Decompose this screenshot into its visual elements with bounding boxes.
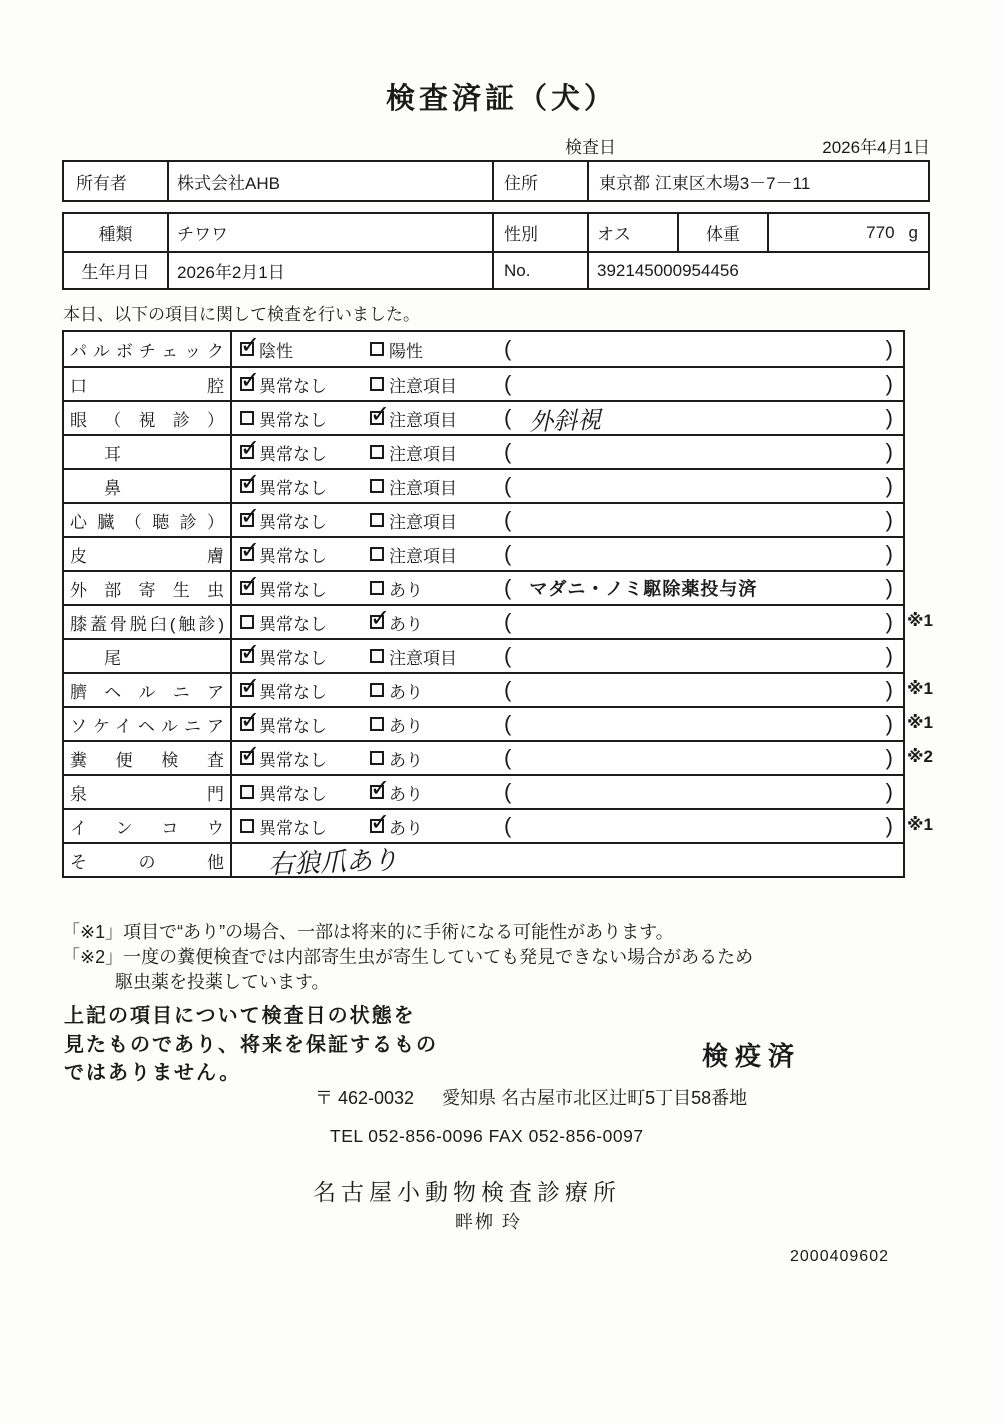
open-paren: (: [504, 439, 512, 464]
option-2: [362, 678, 492, 703]
checkbox-icon: [240, 342, 254, 356]
inspection-row: [64, 774, 903, 808]
footnote-mark: ※1: [907, 815, 933, 834]
weight-cell: [767, 214, 928, 251]
checkbox-icon: [370, 547, 384, 561]
option-2-label: 注意項目: [389, 444, 457, 464]
checkbox-icon: [240, 683, 254, 697]
option-1: [232, 678, 362, 703]
option-2-label: あり: [389, 580, 423, 600]
remarks-cell: [232, 844, 903, 880]
checkbox-icon: [240, 751, 254, 765]
option-2: [362, 440, 492, 465]
inspection-table: [62, 330, 933, 880]
checkbox-icon: [240, 581, 254, 595]
option-1: [232, 712, 362, 737]
checkbox-icon: [370, 377, 384, 391]
footnote-mark: ※1: [907, 713, 933, 732]
option-1: [232, 576, 362, 601]
close-paren: ): [885, 371, 893, 396]
close-paren: ): [885, 473, 893, 498]
open-paren: (: [504, 336, 512, 361]
remark-text: 外斜視: [528, 405, 602, 436]
checkbox-icon: [240, 479, 254, 493]
checkbox-icon: [370, 615, 384, 629]
inspection-item-label: 耳: [70, 444, 121, 464]
option-1: [232, 508, 362, 533]
inspection-date-value: 2026年4月1日: [822, 138, 930, 157]
open-paren: (: [504, 711, 512, 736]
remarks-cell: [492, 810, 903, 842]
inspection-item-cell: [64, 470, 232, 502]
checkbox-icon: [240, 445, 254, 459]
option-2: [362, 814, 492, 839]
footnote-line-1: 「※1」項目で“あり”の場合、一部は将来的に手術になる可能性があります。: [62, 922, 674, 942]
clinic-postal-code: 〒 462-0032: [315, 1088, 415, 1108]
option-1: [232, 440, 362, 465]
inspection-item-cell: [64, 332, 232, 366]
inspection-date-row: [62, 133, 930, 158]
option-1-label: 異常なし: [259, 580, 327, 600]
inspection-item-label: ソケイヘルニア: [70, 716, 224, 736]
option-1-label: 異常なし: [259, 444, 327, 464]
remarks-cell: [492, 742, 903, 774]
inspection-item-label: 皮膚: [70, 546, 224, 566]
option-2-label: あり: [389, 682, 423, 702]
open-paren: (: [504, 371, 512, 396]
inspection-item-label: 尾: [70, 648, 121, 668]
inspection-item-cell: [64, 402, 232, 434]
option-2-label: あり: [389, 784, 423, 804]
remarks-cell: [492, 332, 903, 366]
option-2-label: 陽性: [389, 341, 423, 361]
checkbox-icon: [370, 649, 384, 663]
option-2: [362, 712, 492, 737]
close-paren: ): [885, 779, 893, 804]
option-1: [232, 610, 362, 635]
quarantine-stamp: 検疫済: [702, 1041, 802, 1071]
open-paren: (: [504, 609, 512, 634]
inspection-item-cell: [64, 708, 232, 740]
address-label: 住所: [492, 162, 587, 200]
inspection-row: [64, 808, 933, 842]
inspection-item-cell: [64, 640, 232, 672]
option-2: [362, 576, 492, 601]
owner-value: 株式会社AHB: [167, 162, 492, 200]
checkbox-icon: [240, 717, 254, 731]
close-paren: ): [885, 643, 893, 668]
close-paren: ): [885, 677, 893, 702]
checkbox-icon: [370, 683, 384, 697]
inspection-item-label: 心臓（聴診）: [70, 512, 224, 532]
option-1: [232, 814, 362, 839]
option-2-label: あり: [389, 750, 423, 770]
serial-number: 2000409602: [790, 1248, 889, 1265]
inspection-item-cell: [64, 368, 232, 400]
disclaimer-line-1: 上記の項目について検査日の状態を: [64, 1005, 416, 1027]
sex-value: オス: [587, 214, 677, 251]
close-paren: ): [885, 745, 893, 770]
clinic-phone: TEL 052-856-0096 FAX 052-856-0097: [330, 1126, 644, 1146]
open-paren: (: [504, 745, 512, 770]
inspection-row: [64, 842, 903, 880]
inspection-row: [64, 638, 903, 672]
option-2: [362, 746, 492, 771]
inspection-item-label: パルボチェック: [70, 341, 224, 361]
inspection-item-label: 鼻: [70, 478, 121, 498]
inspection-row: [64, 468, 903, 502]
option-1-label: 異常なし: [259, 546, 327, 566]
weight-value: 770: [866, 222, 895, 242]
open-paren: (: [504, 507, 512, 532]
remarks-cell: [492, 572, 903, 604]
option-1: [232, 780, 362, 805]
inspection-item-cell: [64, 810, 232, 842]
intro-text: 本日、以下の項目に関して検査を行いました。: [63, 305, 420, 324]
open-paren: (: [504, 473, 512, 498]
close-paren: ): [885, 609, 893, 634]
remarks-cell: [492, 708, 903, 740]
option-1-label: 異常なし: [259, 512, 327, 532]
checkbox-icon: [370, 411, 384, 425]
option-2: [362, 372, 492, 397]
option-1: [232, 337, 362, 362]
inspection-item-label: 口腔: [70, 376, 224, 396]
close-paren: ): [885, 575, 893, 600]
option-1-label: 異常なし: [259, 410, 327, 430]
remarks-cell: [492, 606, 903, 638]
animal-row-1: [64, 214, 928, 251]
option-2-label: 注意項目: [389, 546, 457, 566]
option-2-label: あり: [389, 818, 423, 838]
close-paren: ): [885, 541, 893, 566]
option-2: [362, 644, 492, 669]
option-2: [362, 474, 492, 499]
checkbox-icon: [240, 411, 254, 425]
option-1: [232, 372, 362, 397]
owner-label: 所有者: [76, 173, 127, 193]
option-1-label: 陰性: [259, 341, 293, 361]
open-paren: (: [504, 677, 512, 702]
inspection-row: [64, 570, 903, 604]
inspection-item-label: 眼（視診）: [70, 410, 224, 430]
inspection-item-label: 泉門: [70, 784, 224, 804]
option-1-label: 異常なし: [259, 376, 327, 396]
disclaimer: [64, 1002, 438, 1088]
checkbox-icon: [240, 785, 254, 799]
option-2-label: 注意項目: [389, 376, 457, 396]
breed-value: チワワ: [167, 214, 492, 251]
inspection-row: [64, 332, 903, 366]
breed-label: 種類: [98, 225, 133, 244]
option-1-label: 異常なし: [259, 784, 327, 804]
document-title: 検査済証（犬）: [385, 83, 617, 115]
checkbox-icon: [370, 445, 384, 459]
inspection-item-cell: [64, 538, 232, 570]
option-1: [232, 542, 362, 567]
inspection-item-label: その他: [70, 852, 224, 872]
open-paren: (: [504, 779, 512, 804]
disclaimer-line-2: 見たものであり、将来を保証するもの: [64, 1033, 438, 1056]
inspection-row: [64, 604, 933, 638]
owner-table: [62, 160, 930, 202]
close-paren: ): [885, 439, 893, 464]
inspection-item-label: 膝蓋骨脱臼(触診): [70, 614, 224, 634]
inspection-row: [64, 672, 933, 706]
clinic-name: 名古屋小動物検査診療所: [313, 1179, 621, 1205]
close-paren: ): [885, 711, 893, 736]
birth-value: 2026年2月1日: [167, 253, 492, 288]
remark-text: マダニ・ノミ駆除薬投与済: [529, 579, 758, 599]
option-2-label: あり: [389, 716, 423, 736]
inspection-item-cell: [64, 844, 232, 876]
remarks-cell: [492, 674, 903, 706]
option-1-label: 異常なし: [259, 614, 327, 634]
inspection-date-label: 検査日: [565, 138, 616, 157]
checkbox-icon: [240, 615, 254, 629]
inspection-item-cell: [64, 674, 232, 706]
no-value: 392145000954456: [587, 253, 928, 288]
checkbox-icon: [370, 751, 384, 765]
inspection-item-cell: [64, 776, 232, 808]
remarks-cell: [492, 504, 903, 536]
footnote-line-3: 駆虫薬を投薬しています。: [115, 972, 330, 992]
remarks-cell: [492, 470, 903, 502]
remarks-cell: [492, 640, 903, 672]
footnote-mark: ※2: [907, 747, 933, 766]
inspection-item-cell: [64, 742, 232, 774]
option-1: [232, 746, 362, 771]
option-2-label: 注意項目: [389, 410, 457, 430]
option-1-label: 異常なし: [259, 478, 327, 498]
inspection-row: [64, 366, 903, 400]
option-2-label: あり: [389, 614, 423, 634]
inspection-row: [64, 400, 903, 434]
option-2: [362, 542, 492, 567]
option-1-label: 異常なし: [259, 682, 327, 702]
checkbox-icon: [370, 513, 384, 527]
inspection-row: [64, 434, 903, 468]
weight-unit: g: [908, 222, 918, 242]
inspection-item-cell: [64, 606, 232, 638]
inspection-item-label: 糞便検査: [70, 750, 224, 770]
birth-label: 生年月日: [81, 263, 150, 282]
inspection-item-label: インコウ: [70, 818, 224, 838]
sex-label: 性別: [492, 214, 587, 251]
close-paren: ): [885, 507, 893, 532]
remarks-cell: [492, 776, 903, 808]
vet-name: 畔栁 玲: [455, 1212, 523, 1232]
footnote-line-2: 「※2」一度の糞便検査では内部寄生虫が寄生していても発見できない場合があるため: [62, 947, 754, 967]
close-paren: ): [885, 336, 893, 361]
checkbox-icon: [370, 819, 384, 833]
animal-row-2: [64, 251, 928, 288]
inspection-item-label: 臍ヘルニア: [70, 682, 224, 702]
option-1-label: 異常なし: [259, 648, 327, 668]
checkbox-icon: [240, 547, 254, 561]
option-2: [362, 780, 492, 805]
open-paren: (: [504, 643, 512, 668]
inspection-item-cell: [64, 436, 232, 468]
option-1: [232, 644, 362, 669]
open-paren: (: [504, 813, 512, 838]
remarks-cell: [492, 436, 903, 468]
clinic-address-row: [315, 1084, 747, 1110]
checkbox-icon: [370, 785, 384, 799]
checkbox-icon: [240, 513, 254, 527]
option-2: [362, 406, 492, 431]
footnote-mark: ※1: [907, 611, 933, 630]
open-paren: (: [504, 541, 512, 566]
inspection-item-cell: [64, 504, 232, 536]
inspection-row: [64, 536, 903, 570]
remark-text: 右狼爪あり: [267, 845, 399, 880]
clinic-address: 愛知県 名古屋市北区辻町5丁目58番地: [442, 1088, 748, 1108]
option-2-label: 注意項目: [389, 512, 457, 532]
option-1-label: 異常なし: [259, 818, 327, 838]
option-2: [362, 337, 492, 362]
footnotes: [62, 920, 753, 995]
inspection-row: [64, 740, 933, 774]
open-paren: (: [504, 575, 512, 600]
disclaimer-line-3: ではありません。: [64, 1062, 242, 1084]
option-2-label: 注意項目: [389, 478, 457, 498]
remarks-cell: [492, 402, 903, 434]
close-paren: ): [885, 813, 893, 838]
option-2: [362, 610, 492, 635]
remarks-cell: [492, 368, 903, 400]
address-value: 東京都 江東区木場3－7－11: [587, 162, 928, 200]
inspection-row: [64, 706, 933, 740]
checkbox-icon: [370, 479, 384, 493]
animal-table: [62, 212, 930, 290]
weight-label: 体重: [677, 214, 767, 251]
checkbox-icon: [240, 377, 254, 391]
checkbox-icon: [240, 819, 254, 833]
option-2-label: 注意項目: [389, 648, 457, 668]
option-1-label: 異常なし: [259, 716, 327, 736]
option-1: [232, 406, 362, 431]
inspection-row: [64, 502, 903, 536]
checkbox-icon: [370, 342, 384, 356]
option-1-label: 異常なし: [259, 750, 327, 770]
option-1: [232, 474, 362, 499]
checkbox-icon: [240, 649, 254, 663]
open-paren: (: [504, 405, 512, 430]
inspection-item-cell: [64, 572, 232, 604]
footnote-mark: ※1: [907, 679, 933, 698]
inspection-item-label: 外部寄生虫: [70, 580, 224, 600]
close-paren: ): [885, 405, 893, 430]
checkbox-icon: [370, 581, 384, 595]
no-label: No.: [492, 253, 587, 288]
remarks-cell: [492, 538, 903, 570]
option-2: [362, 508, 492, 533]
checkbox-icon: [370, 717, 384, 731]
